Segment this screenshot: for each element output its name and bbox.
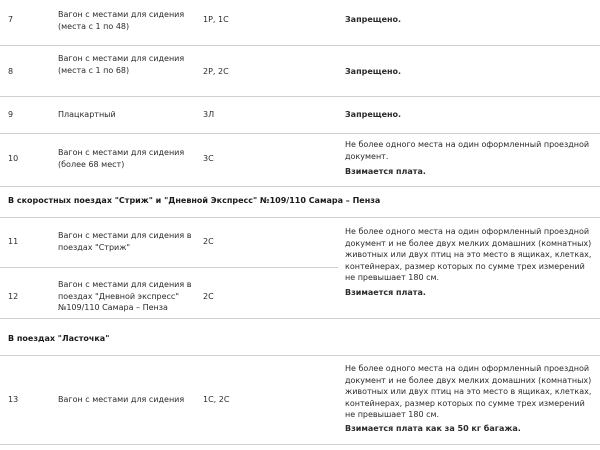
table-row bbox=[0, 0, 600, 45]
payment-rule: Запрещено. bbox=[345, 15, 402, 24]
row-divider bbox=[0, 267, 338, 268]
row-divider bbox=[0, 186, 600, 187]
row-divider bbox=[0, 318, 600, 319]
payment-rule: Взимается плата. bbox=[345, 288, 426, 297]
baggage-rule: Не более одного места на один оформленный проездной документ. bbox=[345, 140, 590, 161]
row-number: 10 bbox=[8, 154, 19, 163]
service-class: 1Р, 1С bbox=[203, 15, 229, 24]
baggage-rule: Не более одного места на один оформленный проездной документ и не более двух мелких домашних (комнатных) животных или двух птиц на это место в ящиках, клетках, контейнерах, размер которых по сумме трех измерений не превышает 180 см. bbox=[345, 364, 592, 419]
car-type: Вагон с местами для сидения (места с 1 по 68) bbox=[58, 54, 185, 75]
row-number: 11 bbox=[8, 237, 19, 246]
car-type: Плацкартный bbox=[58, 110, 116, 119]
car-type: Вагон с местами для сидения bbox=[58, 395, 185, 404]
row-number: 8 bbox=[8, 67, 14, 76]
service-class: 2Р, 2С bbox=[203, 67, 229, 76]
row-number: 13 bbox=[8, 395, 19, 404]
car-type: Вагон с местами для сидения в поездах "Стриж" bbox=[58, 231, 192, 252]
car-type: Вагон с местами для сидения в поездах "Дневной экспресс" №109/110 Самара – Пенза bbox=[58, 280, 192, 312]
payment-rule: Взимается плата как за 50 кг багажа. bbox=[345, 424, 521, 433]
payment-rule: Запрещено. bbox=[345, 67, 402, 76]
table-row bbox=[0, 46, 600, 96]
section-divider bbox=[0, 355, 600, 356]
service-class: 1С, 2С bbox=[203, 395, 230, 404]
service-class: 2С bbox=[203, 292, 214, 301]
car-type: Вагон с местами для сидения (места с 1 по 48) bbox=[58, 10, 185, 31]
service-class: 2С bbox=[203, 237, 214, 246]
section-divider bbox=[0, 217, 600, 218]
service-class: 3С bbox=[203, 154, 214, 163]
row-number: 9 bbox=[8, 110, 14, 119]
car-type: Вагон с местами для сидения (более 68 мест) bbox=[58, 148, 185, 169]
row-divider bbox=[0, 444, 600, 445]
section-heading: В скоростных поездах "Стриж" и "Дневной Экспресс" №109/110 Самара – Пенза bbox=[8, 196, 381, 205]
section-heading: В поездах "Ласточка" bbox=[8, 334, 110, 343]
service-class: 3Л bbox=[203, 110, 215, 119]
table-row bbox=[0, 97, 600, 133]
row-number: 12 bbox=[8, 292, 19, 301]
row-number: 7 bbox=[8, 15, 14, 24]
payment-rule: Запрещено. bbox=[345, 110, 402, 119]
baggage-rule: Не более одного места на один оформленный проездной документ и не более двух мелких домашних (комнатных) животных или двух птиц на это место в ящиках, клетках, контейнерах, размер которых по сумме трех измерений не превышает 180 см. bbox=[345, 227, 592, 282]
table-row bbox=[0, 134, 600, 186]
payment-rule: Взимается плата. bbox=[345, 167, 426, 176]
